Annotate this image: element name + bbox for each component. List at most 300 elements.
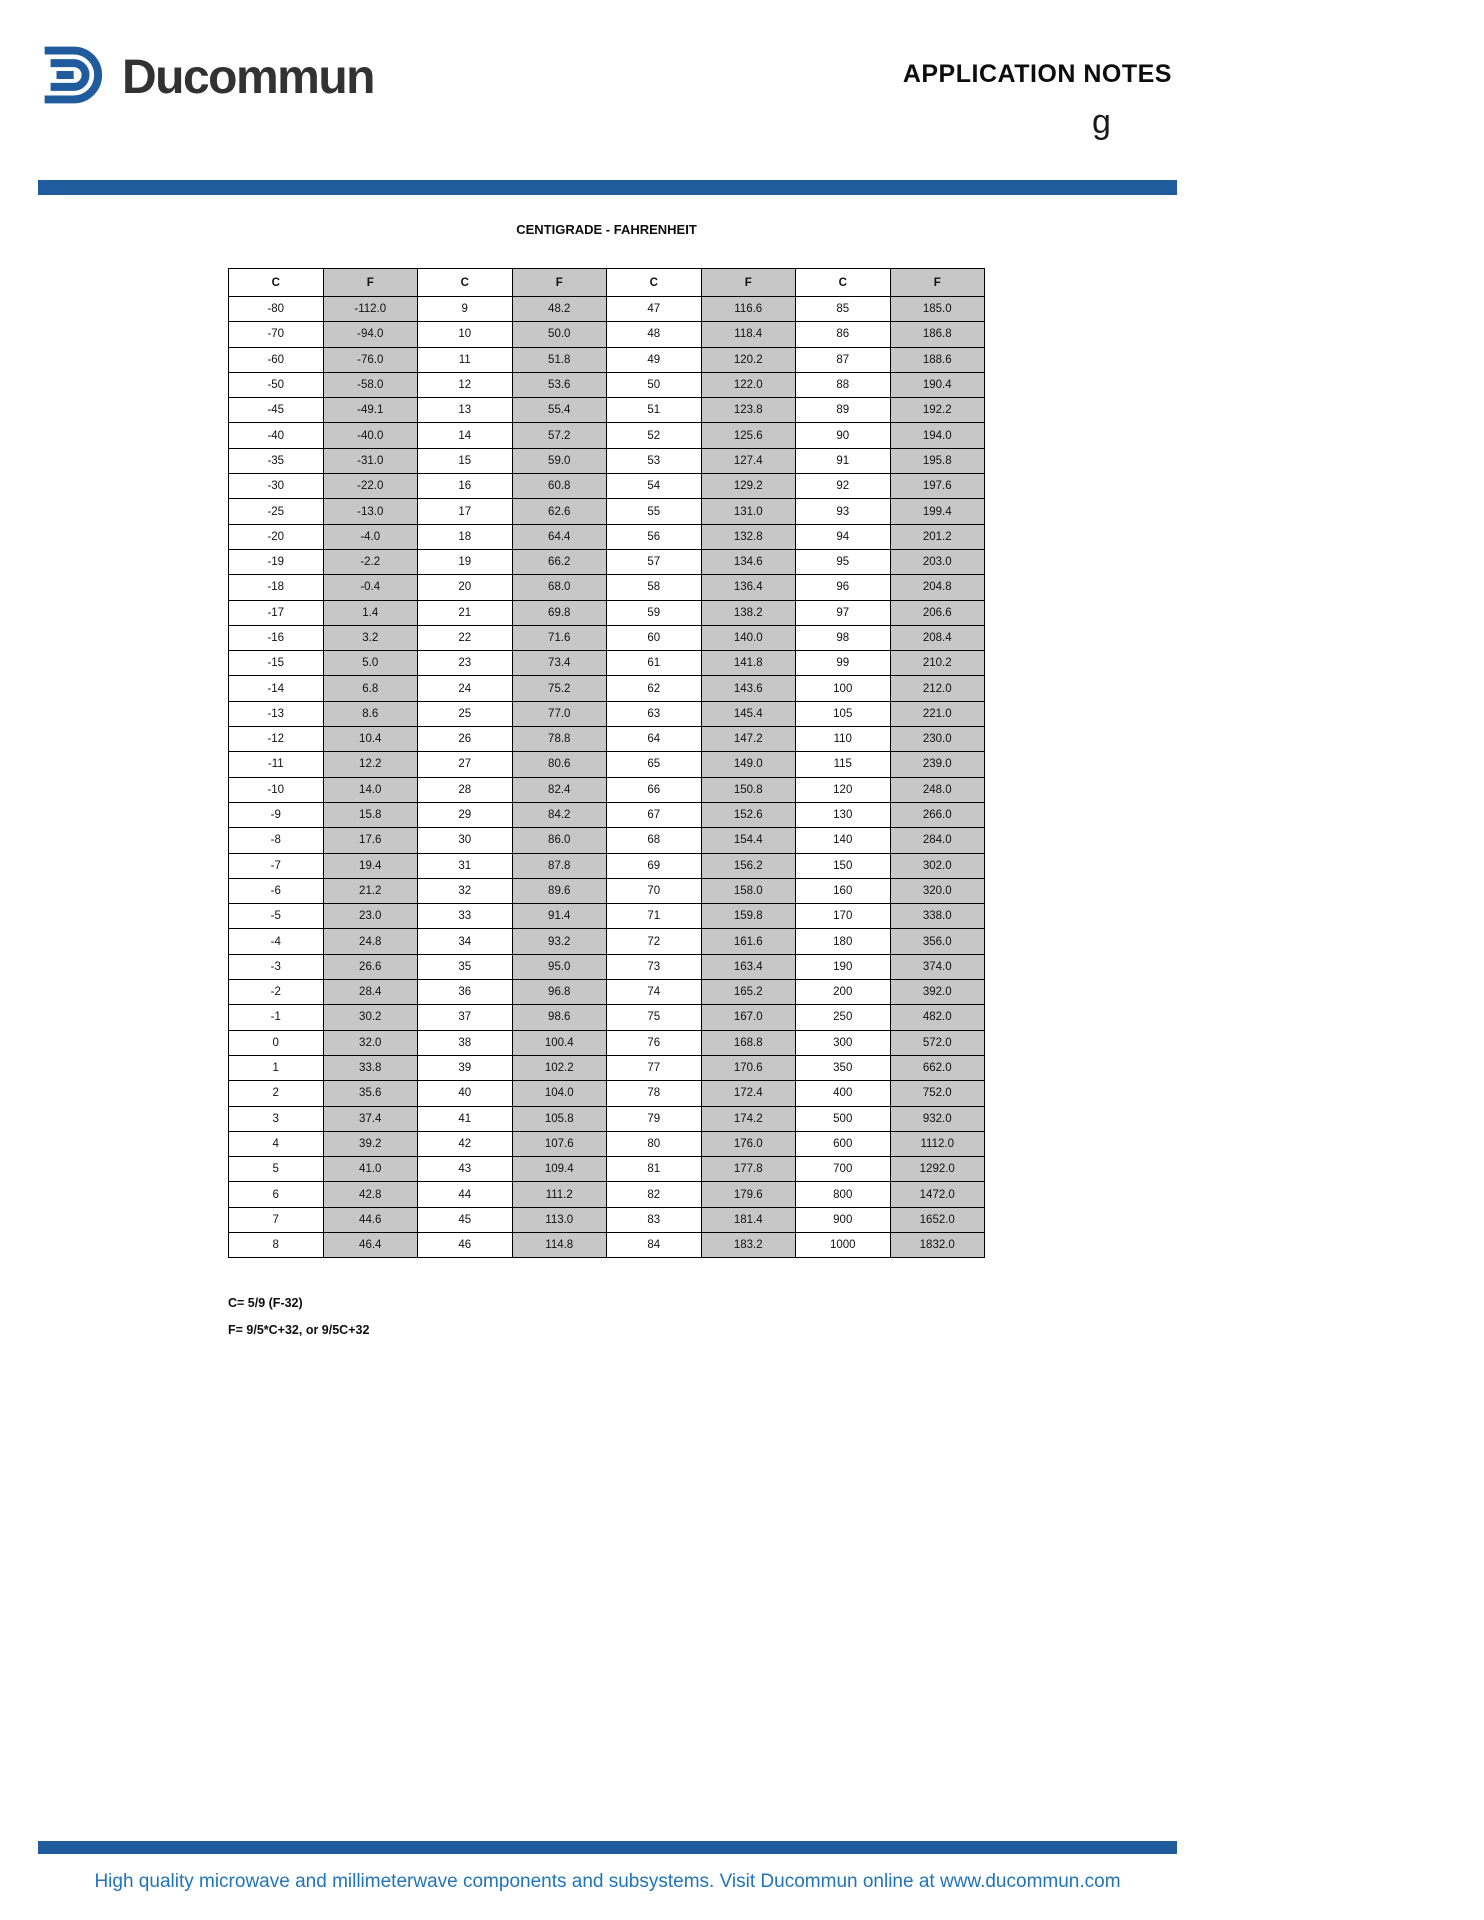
fahrenheit-cell: 77.0 <box>512 701 607 726</box>
fahrenheit-cell: 114.8 <box>512 1232 607 1257</box>
centigrade-cell: 67 <box>607 802 702 827</box>
centigrade-cell: 20 <box>418 575 513 600</box>
fahrenheit-cell: 120.2 <box>701 347 796 372</box>
fahrenheit-cell: 93.2 <box>512 929 607 954</box>
centigrade-cell: 250 <box>796 1005 891 1030</box>
centigrade-cell: 53 <box>607 448 702 473</box>
centigrade-cell: 77 <box>607 1055 702 1080</box>
fahrenheit-cell: 212.0 <box>890 676 985 701</box>
centigrade-cell: 350 <box>796 1055 891 1080</box>
centigrade-cell: 39 <box>418 1055 513 1080</box>
fahrenheit-cell: 1112.0 <box>890 1131 985 1156</box>
fahrenheit-cell: 98.6 <box>512 1005 607 1030</box>
table-row <box>229 347 985 372</box>
fahrenheit-cell: 30.2 <box>323 1005 418 1030</box>
header-divider-bar <box>38 180 1177 195</box>
centigrade-cell: 150 <box>796 853 891 878</box>
table-row <box>229 372 985 397</box>
fahrenheit-header-cell: F <box>701 269 796 297</box>
centigrade-cell: 42 <box>418 1131 513 1156</box>
centigrade-cell: 35 <box>418 954 513 979</box>
centigrade-cell: 49 <box>607 347 702 372</box>
fahrenheit-cell: 210.2 <box>890 651 985 676</box>
centigrade-cell: -14 <box>229 676 324 701</box>
fahrenheit-cell: 159.8 <box>701 904 796 929</box>
centigrade-cell: 27 <box>418 752 513 777</box>
fahrenheit-cell: 71.6 <box>512 625 607 650</box>
fahrenheit-cell: 356.0 <box>890 929 985 954</box>
fahrenheit-cell: 147.2 <box>701 727 796 752</box>
centigrade-cell: 700 <box>796 1157 891 1182</box>
fahrenheit-cell: 35.6 <box>323 1081 418 1106</box>
centigrade-cell: -80 <box>229 297 324 322</box>
centigrade-cell: 37 <box>418 1005 513 1030</box>
fahrenheit-cell: 195.8 <box>890 448 985 473</box>
centigrade-cell: -13 <box>229 701 324 726</box>
centigrade-cell: 800 <box>796 1182 891 1207</box>
fahrenheit-cell: 100.4 <box>512 1030 607 1055</box>
fahrenheit-cell: 42.8 <box>323 1182 418 1207</box>
fahrenheit-cell: 140.0 <box>701 625 796 650</box>
centigrade-cell: -25 <box>229 499 324 524</box>
centigrade-cell: 78 <box>607 1081 702 1106</box>
fahrenheit-cell: 338.0 <box>890 904 985 929</box>
table-row <box>229 853 985 878</box>
centigrade-cell: 25 <box>418 701 513 726</box>
centigrade-cell: 21 <box>418 600 513 625</box>
centigrade-cell: 36 <box>418 980 513 1005</box>
fahrenheit-cell: 320.0 <box>890 878 985 903</box>
fahrenheit-cell: 284.0 <box>890 828 985 853</box>
fahrenheit-cell: 204.8 <box>890 575 985 600</box>
centigrade-cell: 73 <box>607 954 702 979</box>
table-row <box>229 1005 985 1030</box>
fahrenheit-cell: 662.0 <box>890 1055 985 1080</box>
table-row <box>229 929 985 954</box>
formula-f-from-c: F= 9/5*C+32, or 9/5C+32 <box>228 1323 370 1337</box>
fahrenheit-cell: 44.6 <box>323 1207 418 1232</box>
centigrade-cell: 1 <box>229 1055 324 1080</box>
fahrenheit-cell: 59.0 <box>512 448 607 473</box>
centigrade-cell: 46 <box>418 1232 513 1257</box>
fahrenheit-cell: 6.8 <box>323 676 418 701</box>
fahrenheit-cell: 102.2 <box>512 1055 607 1080</box>
table-row <box>229 752 985 777</box>
fahrenheit-cell: 111.2 <box>512 1182 607 1207</box>
centigrade-cell: 18 <box>418 524 513 549</box>
centigrade-cell: 17 <box>418 499 513 524</box>
table-row <box>229 398 985 423</box>
centigrade-cell: 55 <box>607 499 702 524</box>
centigrade-cell: 47 <box>607 297 702 322</box>
fahrenheit-cell: 69.8 <box>512 600 607 625</box>
centigrade-cell: 75 <box>607 1005 702 1030</box>
table-row <box>229 676 985 701</box>
table-row <box>229 423 985 448</box>
footer-tagline: High quality microwave and millimeterwave components and subsystems. Visit Ducommun online at www.ducommun.com <box>94 1871 1121 1892</box>
fahrenheit-cell: 192.2 <box>890 398 985 423</box>
centigrade-cell: 66 <box>607 777 702 802</box>
centigrade-header-cell: C <box>229 269 324 297</box>
table-header-row <box>229 269 985 297</box>
centigrade-cell: -17 <box>229 600 324 625</box>
fahrenheit-cell: 163.4 <box>701 954 796 979</box>
fahrenheit-cell: 89.6 <box>512 878 607 903</box>
centigrade-cell: 115 <box>796 752 891 777</box>
formula-c-from-f: C= 5/9 (F-32) <box>228 1296 303 1310</box>
centigrade-cell: 130 <box>796 802 891 827</box>
table-row <box>229 980 985 1005</box>
fahrenheit-cell: 8.6 <box>323 701 418 726</box>
fahrenheit-cell: -94.0 <box>323 322 418 347</box>
centigrade-cell: 48 <box>607 322 702 347</box>
centigrade-cell: -50 <box>229 372 324 397</box>
centigrade-cell: 32 <box>418 878 513 903</box>
fahrenheit-header-cell: F <box>323 269 418 297</box>
centigrade-cell: 50 <box>607 372 702 397</box>
fahrenheit-cell: 82.4 <box>512 777 607 802</box>
fahrenheit-cell: 123.8 <box>701 398 796 423</box>
centigrade-cell: 63 <box>607 701 702 726</box>
centigrade-cell: -3 <box>229 954 324 979</box>
centigrade-cell: 11 <box>418 347 513 372</box>
centigrade-cell: 51 <box>607 398 702 423</box>
fahrenheit-cell: 15.8 <box>323 802 418 827</box>
centigrade-cell: -10 <box>229 777 324 802</box>
centigrade-cell: -60 <box>229 347 324 372</box>
fahrenheit-cell: 1.4 <box>323 600 418 625</box>
centigrade-cell: -1 <box>229 1005 324 1030</box>
fahrenheit-cell: 177.8 <box>701 1157 796 1182</box>
centigrade-cell: 84 <box>607 1232 702 1257</box>
centigrade-cell: 22 <box>418 625 513 650</box>
centigrade-cell: -9 <box>229 802 324 827</box>
fahrenheit-cell: 752.0 <box>890 1081 985 1106</box>
centigrade-cell: 200 <box>796 980 891 1005</box>
table-row <box>229 1106 985 1131</box>
centigrade-cell: 6 <box>229 1182 324 1207</box>
fahrenheit-cell: -31.0 <box>323 448 418 473</box>
centigrade-cell: 24 <box>418 676 513 701</box>
fahrenheit-cell: 3.2 <box>323 625 418 650</box>
table-row <box>229 727 985 752</box>
fahrenheit-cell: 168.8 <box>701 1030 796 1055</box>
centigrade-cell: 105 <box>796 701 891 726</box>
fahrenheit-cell: 161.6 <box>701 929 796 954</box>
fahrenheit-cell: 109.4 <box>512 1157 607 1182</box>
table-row <box>229 1232 985 1257</box>
fahrenheit-cell: 125.6 <box>701 423 796 448</box>
fahrenheit-cell: 374.0 <box>890 954 985 979</box>
centigrade-cell: 16 <box>418 474 513 499</box>
centigrade-cell: 190 <box>796 954 891 979</box>
fahrenheit-cell: 221.0 <box>890 701 985 726</box>
centigrade-cell: 82 <box>607 1182 702 1207</box>
centigrade-cell: 92 <box>796 474 891 499</box>
fahrenheit-cell: 154.4 <box>701 828 796 853</box>
fahrenheit-cell: 1472.0 <box>890 1182 985 1207</box>
fahrenheit-cell: 32.0 <box>323 1030 418 1055</box>
centigrade-cell: 59 <box>607 600 702 625</box>
fahrenheit-cell: 62.6 <box>512 499 607 524</box>
centigrade-cell: 89 <box>796 398 891 423</box>
table-row <box>229 1182 985 1207</box>
fahrenheit-cell: -13.0 <box>323 499 418 524</box>
logo-wordmark: Ducommun <box>122 51 374 104</box>
fahrenheit-cell: 131.0 <box>701 499 796 524</box>
fahrenheit-cell: 183.2 <box>701 1232 796 1257</box>
centigrade-cell: 96 <box>796 575 891 600</box>
fahrenheit-cell: 203.0 <box>890 549 985 574</box>
fahrenheit-cell: 105.8 <box>512 1106 607 1131</box>
fahrenheit-cell: 266.0 <box>890 802 985 827</box>
fahrenheit-cell: 84.2 <box>512 802 607 827</box>
application-notes-heading: APPLICATION NOTES <box>902 60 1172 88</box>
fahrenheit-cell: 24.8 <box>323 929 418 954</box>
fahrenheit-cell: 107.6 <box>512 1131 607 1156</box>
centigrade-cell: -4 <box>229 929 324 954</box>
table-row <box>229 600 985 625</box>
centigrade-cell: 110 <box>796 727 891 752</box>
centigrade-cell: 76 <box>607 1030 702 1055</box>
centigrade-cell: 87 <box>796 347 891 372</box>
centigrade-cell: 180 <box>796 929 891 954</box>
fahrenheit-cell: 41.0 <box>323 1157 418 1182</box>
fahrenheit-cell: 73.4 <box>512 651 607 676</box>
fahrenheit-cell: 28.4 <box>323 980 418 1005</box>
centigrade-cell: 500 <box>796 1106 891 1131</box>
fahrenheit-cell: 392.0 <box>890 980 985 1005</box>
fahrenheit-cell: 122.0 <box>701 372 796 397</box>
fahrenheit-cell: 145.4 <box>701 701 796 726</box>
fahrenheit-cell: -112.0 <box>323 297 418 322</box>
centigrade-cell: 81 <box>607 1157 702 1182</box>
centigrade-cell: -2 <box>229 980 324 1005</box>
centigrade-cell: 0 <box>229 1030 324 1055</box>
table-row <box>229 1207 985 1232</box>
centigrade-cell: 52 <box>607 423 702 448</box>
centigrade-cell: 4 <box>229 1131 324 1156</box>
fahrenheit-header-cell: F <box>890 269 985 297</box>
centigrade-header-cell: C <box>607 269 702 297</box>
centigrade-cell: 57 <box>607 549 702 574</box>
centigrade-cell: 54 <box>607 474 702 499</box>
centigrade-cell: 68 <box>607 828 702 853</box>
fahrenheit-cell: 181.4 <box>701 1207 796 1232</box>
fahrenheit-cell: -49.1 <box>323 398 418 423</box>
centigrade-cell: 3 <box>229 1106 324 1131</box>
fahrenheit-cell: -22.0 <box>323 474 418 499</box>
fahrenheit-cell: 190.4 <box>890 372 985 397</box>
fahrenheit-cell: 116.6 <box>701 297 796 322</box>
centigrade-cell: 94 <box>796 524 891 549</box>
fahrenheit-cell: 165.2 <box>701 980 796 1005</box>
fahrenheit-cell: -58.0 <box>323 372 418 397</box>
centigrade-cell: 7 <box>229 1207 324 1232</box>
centigrade-header-cell: C <box>418 269 513 297</box>
fahrenheit-cell: 51.8 <box>512 347 607 372</box>
fahrenheit-cell: 302.0 <box>890 853 985 878</box>
fahrenheit-cell: 1292.0 <box>890 1157 985 1182</box>
footer-divider-bar <box>38 1841 1177 1854</box>
table-row <box>229 575 985 600</box>
centigrade-cell: 99 <box>796 651 891 676</box>
fahrenheit-cell: 68.0 <box>512 575 607 600</box>
centigrade-cell: 61 <box>607 651 702 676</box>
table-row <box>229 524 985 549</box>
fahrenheit-cell: 23.0 <box>323 904 418 929</box>
centigrade-cell: 31 <box>418 853 513 878</box>
fahrenheit-cell: 19.4 <box>323 853 418 878</box>
fahrenheit-cell: 199.4 <box>890 499 985 524</box>
fahrenheit-cell: 1652.0 <box>890 1207 985 1232</box>
centigrade-cell: 56 <box>607 524 702 549</box>
fahrenheit-cell: 57.2 <box>512 423 607 448</box>
fahrenheit-cell: 48.2 <box>512 297 607 322</box>
centigrade-cell: -16 <box>229 625 324 650</box>
centigrade-cell: 160 <box>796 878 891 903</box>
fahrenheit-cell: 138.2 <box>701 600 796 625</box>
fahrenheit-cell: -4.0 <box>323 524 418 549</box>
fahrenheit-cell: 201.2 <box>890 524 985 549</box>
fahrenheit-cell: 10.4 <box>323 727 418 752</box>
fahrenheit-cell: 134.6 <box>701 549 796 574</box>
table-row <box>229 499 985 524</box>
fahrenheit-cell: 932.0 <box>890 1106 985 1131</box>
table-row <box>229 1055 985 1080</box>
centigrade-cell: -35 <box>229 448 324 473</box>
centigrade-cell: 900 <box>796 1207 891 1232</box>
fahrenheit-cell: 136.4 <box>701 575 796 600</box>
fahrenheit-cell: 87.8 <box>512 853 607 878</box>
table-row <box>229 625 985 650</box>
centigrade-cell: 70 <box>607 878 702 903</box>
fahrenheit-cell: 149.0 <box>701 752 796 777</box>
table-row <box>229 549 985 574</box>
fahrenheit-cell: 197.6 <box>890 474 985 499</box>
centigrade-cell: 30 <box>418 828 513 853</box>
centigrade-cell: 88 <box>796 372 891 397</box>
centigrade-cell: 93 <box>796 499 891 524</box>
table-row <box>229 1081 985 1106</box>
centigrade-cell: 44 <box>418 1182 513 1207</box>
centigrade-cell: 12 <box>418 372 513 397</box>
centigrade-cell: -70 <box>229 322 324 347</box>
fahrenheit-cell: 152.6 <box>701 802 796 827</box>
centigrade-cell: 1000 <box>796 1232 891 1257</box>
fahrenheit-cell: 230.0 <box>890 727 985 752</box>
centigrade-cell: 600 <box>796 1131 891 1156</box>
centigrade-cell: -6 <box>229 878 324 903</box>
centigrade-cell: 28 <box>418 777 513 802</box>
centigrade-cell: 69 <box>607 853 702 878</box>
fahrenheit-cell: 185.0 <box>890 297 985 322</box>
centigrade-cell: -12 <box>229 727 324 752</box>
fahrenheit-cell: 91.4 <box>512 904 607 929</box>
fahrenheit-cell: 12.2 <box>323 752 418 777</box>
table-row <box>229 297 985 322</box>
fahrenheit-cell: 80.6 <box>512 752 607 777</box>
centigrade-cell: 62 <box>607 676 702 701</box>
fahrenheit-cell: 46.4 <box>323 1232 418 1257</box>
centigrade-cell: 79 <box>607 1106 702 1131</box>
centigrade-cell: 65 <box>607 752 702 777</box>
centigrade-cell: 10 <box>418 322 513 347</box>
centigrade-cell: -40 <box>229 423 324 448</box>
fahrenheit-cell: 113.0 <box>512 1207 607 1232</box>
centigrade-cell: -15 <box>229 651 324 676</box>
fahrenheit-cell: 66.2 <box>512 549 607 574</box>
fahrenheit-cell: 167.0 <box>701 1005 796 1030</box>
fahrenheit-cell: 208.4 <box>890 625 985 650</box>
fahrenheit-cell: 129.2 <box>701 474 796 499</box>
fahrenheit-cell: -40.0 <box>323 423 418 448</box>
centigrade-cell: 38 <box>418 1030 513 1055</box>
centigrade-cell: 140 <box>796 828 891 853</box>
centigrade-cell: -20 <box>229 524 324 549</box>
centigrade-cell: 45 <box>418 1207 513 1232</box>
partial-character: g <box>1092 103 1111 141</box>
centigrade-cell: 26 <box>418 727 513 752</box>
fahrenheit-cell: 141.8 <box>701 651 796 676</box>
fahrenheit-cell: 1832.0 <box>890 1232 985 1257</box>
table-row <box>229 1131 985 1156</box>
table-row <box>229 904 985 929</box>
fahrenheit-cell: 248.0 <box>890 777 985 802</box>
centigrade-header-cell: C <box>796 269 891 297</box>
fahrenheit-cell: 75.2 <box>512 676 607 701</box>
table-row <box>229 651 985 676</box>
table-row <box>229 777 985 802</box>
table-row <box>229 828 985 853</box>
conversion-table-body <box>229 297 985 1258</box>
table-row <box>229 474 985 499</box>
centigrade-cell: 300 <box>796 1030 891 1055</box>
centigrade-cell: -45 <box>229 398 324 423</box>
fahrenheit-cell: 21.2 <box>323 878 418 903</box>
fahrenheit-cell: 482.0 <box>890 1005 985 1030</box>
centigrade-cell: 80 <box>607 1131 702 1156</box>
centigrade-cell: 64 <box>607 727 702 752</box>
fahrenheit-cell: 14.0 <box>323 777 418 802</box>
fahrenheit-cell: 17.6 <box>323 828 418 853</box>
centigrade-cell: 9 <box>418 297 513 322</box>
centigrade-cell: -5 <box>229 904 324 929</box>
centigrade-cell: 71 <box>607 904 702 929</box>
centigrade-cell: -8 <box>229 828 324 853</box>
table-row <box>229 701 985 726</box>
fahrenheit-cell: 95.0 <box>512 954 607 979</box>
table-row <box>229 1157 985 1182</box>
fahrenheit-cell: -76.0 <box>323 347 418 372</box>
fahrenheit-cell: 172.4 <box>701 1081 796 1106</box>
centigrade-cell: 74 <box>607 980 702 1005</box>
centigrade-cell: 2 <box>229 1081 324 1106</box>
centigrade-cell: 95 <box>796 549 891 574</box>
table-row <box>229 448 985 473</box>
centigrade-cell: 41 <box>418 1106 513 1131</box>
fahrenheit-cell: 143.6 <box>701 676 796 701</box>
centigrade-cell: 100 <box>796 676 891 701</box>
table-row <box>229 322 985 347</box>
centigrade-cell: 98 <box>796 625 891 650</box>
fahrenheit-cell: 150.8 <box>701 777 796 802</box>
centigrade-cell: 33 <box>418 904 513 929</box>
fahrenheit-cell: 5.0 <box>323 651 418 676</box>
fahrenheit-cell: 60.8 <box>512 474 607 499</box>
centigrade-cell: 15 <box>418 448 513 473</box>
centigrade-cell: 120 <box>796 777 891 802</box>
